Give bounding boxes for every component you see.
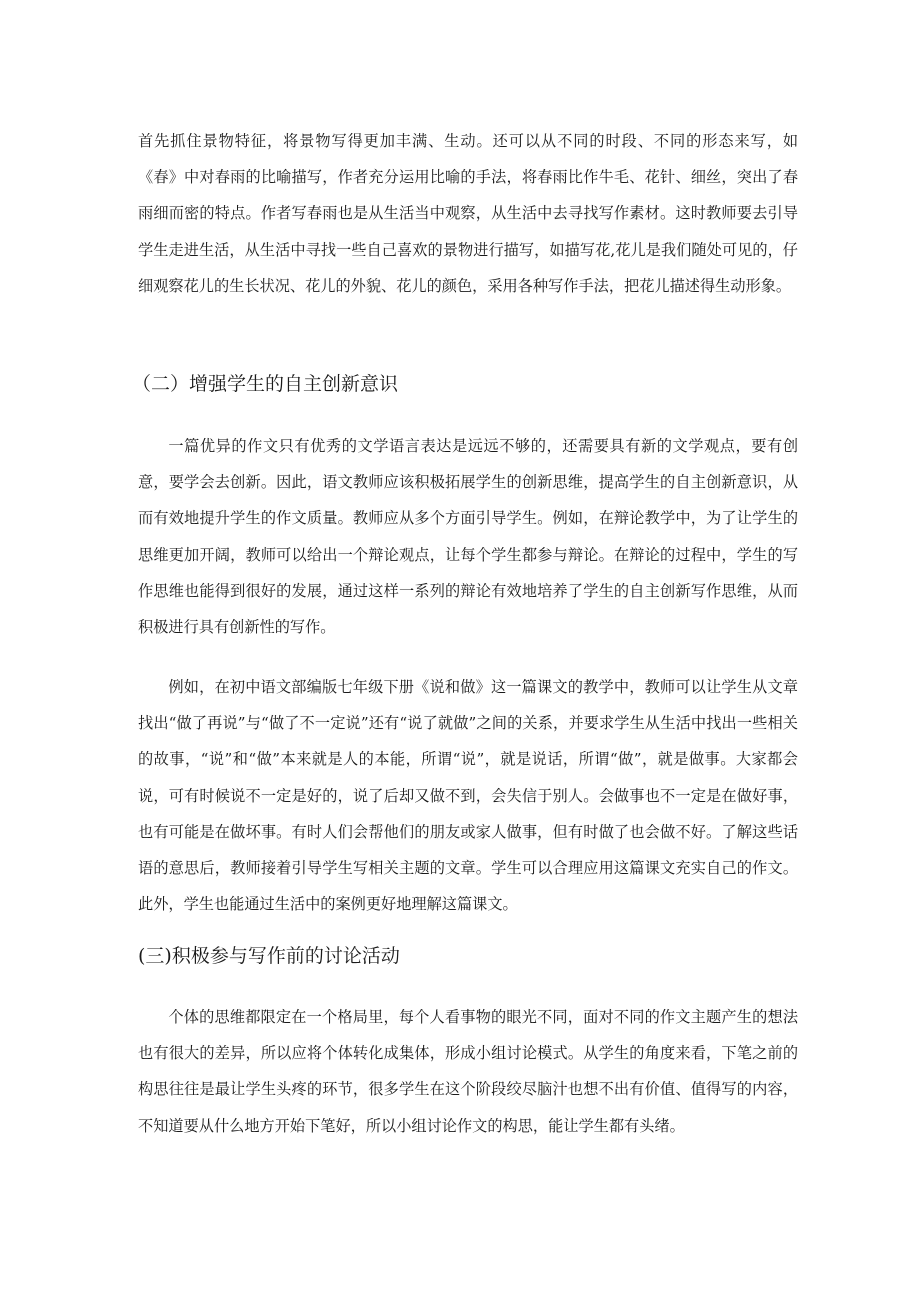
section-heading-3: (三)积极参与写作前的讨论活动 bbox=[138, 945, 400, 967]
paragraph-spring-rain: 首先抓住景物特征，将景物写得更加丰满、生动。还可以从不同的时段、不同的形态来写，如《春》中对春雨的比喻描写，作者充分运用比喻的手法，将春雨比作牛毛、花针、细丝，突出了春雨细而密的特点。作者写春雨也是从生活当中观察，从生活中去寻找写作素材。这时教师要去引导学生走进生活，从生活中寻找一些自己喜欢的景物进行描写，如描写花,花儿是我们随处可见的，仔细观察花儿的生长状况、花儿的外貌、花儿的颜色，采用各种写作手法，把花儿描述得生动形象。 bbox=[138, 132, 798, 295]
paragraph-say-and-do: 例如，在初中语文部编版七年级下册《说和做》这一篇课文的教学中，教师可以让学生从文章找出“做了再说”与“做了不一定说”还有“说了就做”之间的关系，并要求学生从生活中找出一些相关的故事，“说”和“做”本来就是人的本能，所谓“说”，就是说话，所谓“做”，就是做事。大家都会说，可有时候说不一定是好的，说了后却又做不到，会失信于别人。会做事也不一定是在做好事，也有可能是在做坏事。有时人们会帮他们的朋友或家人做事，但有时做了也会做不好。了解这些话语的意思后，教师接着引导学生写相关主题的文章。学生可以合理应用这篇课文充实自己的作文。此外，学生也能通过生活中的案例更好地理解这篇课文。 bbox=[138, 678, 798, 914]
section-heading-2: （二）增强学生的自主创新意识 bbox=[132, 373, 399, 395]
paragraph-innovation: 一篇优异的作文只有优秀的文学语言表达是远远不够的，还需要具有新的文学观点，要有创意，要学会去创新。因此，语文教师应该积极拓展学生的创新思维，提高学生的自主创新意识，从而有效地提升学生的作文质量。教师应从多个方面引导学生。例如，在辩论教学中，为了让学生的思维更加开阔，教师可以给出一个辩论观点，让每个学生都参与辩论。在辩论的过程中，学生的写作思维也能得到很好的发展，通过这样一系列的辩论有效地培养了学生的自主创新写作思维，从而积极进行具有创新性的写作。 bbox=[138, 437, 798, 637]
paragraph-group-discussion: 个体的思维都限定在一个格局里，每个人看事物的眼光不同，面对不同的作文主题产生的想法也有很大的差异，所以应将个体转化成集体，形成小组讨论模式。从学生的角度来看，下笔之前的构思往往是最让学生头疼的环节，很多学生在这个阶段绞尽脑汁也想不出有价值、值得写的内容，不知道要从什么地方开始下笔好，所以小组讨论作文的构思，能让学生都有头绪。 bbox=[138, 1008, 798, 1135]
